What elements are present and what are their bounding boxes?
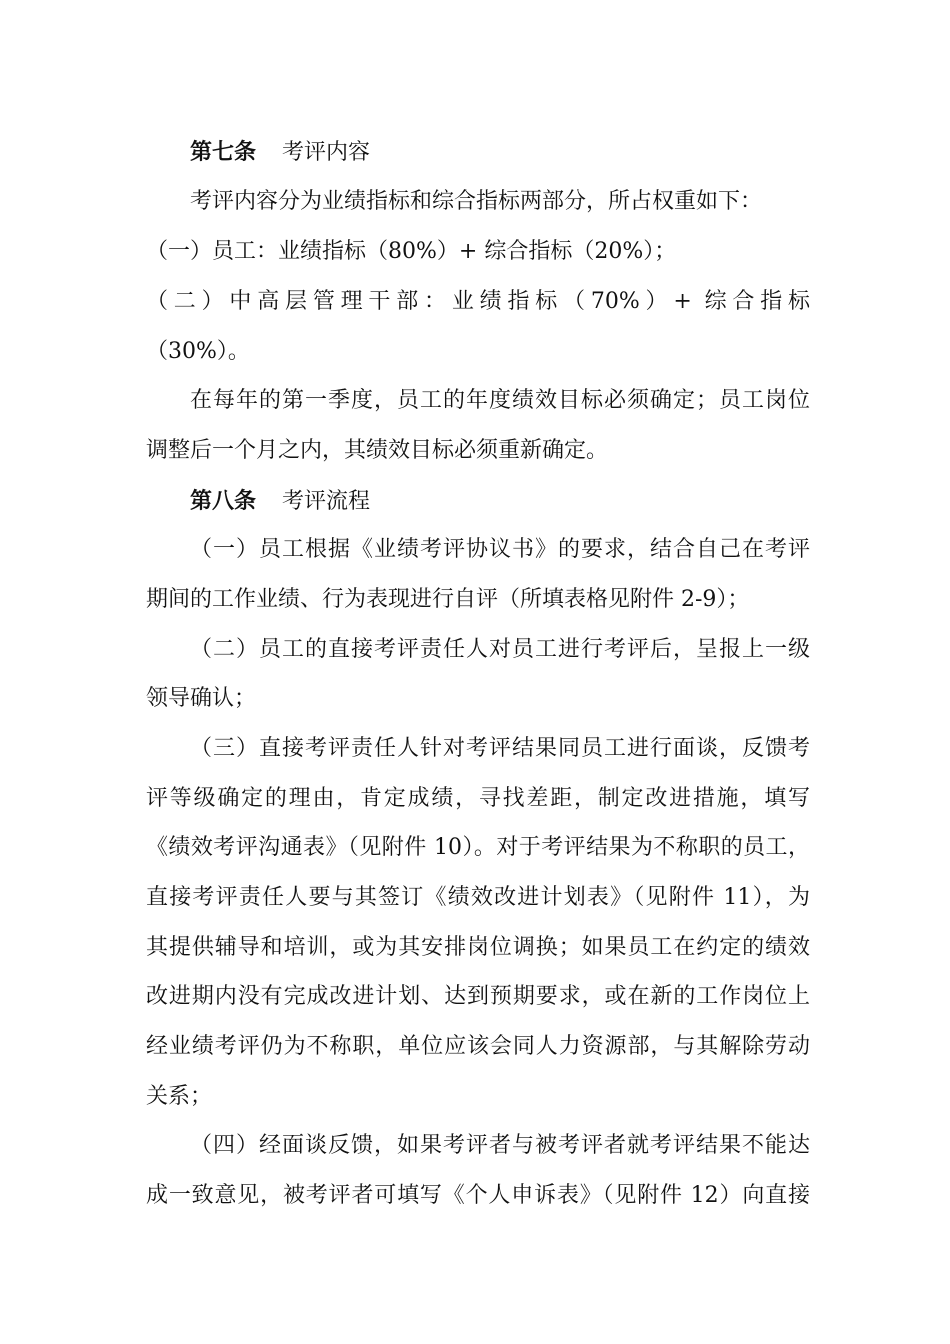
article-8-step-3-line-1: （三）直接考评责任人针对考评结果同员工进行面谈，反馈考 (190, 736, 810, 761)
article-7-intro: 考评内容分为业绩指标和综合指标两部分，所占权重如下： (190, 189, 763, 214)
article-7-heading (190, 137, 810, 168)
article-8-step-3-line-7: 经业绩考评仍为不称职，单位应该会同人力资源部，与其解除劳动 (146, 1034, 810, 1059)
article-8-number: 第八条 (190, 488, 257, 514)
article-8-step-1-line-2: 期间的工作业绩、行为表现进行自评（所填表格见附件 2-9）； (146, 587, 750, 612)
article-7-title: 考评内容 (282, 140, 371, 165)
article-8-step-1-line-1: （一）员工根据《业绩考评协议书》的要求，结合自己在考评 (190, 537, 810, 562)
article-7-item-2-line-1: （二）中高层管理干部：业绩指标（70%）+ 综合指标 (146, 289, 810, 314)
article-7-para-line-1: 在每年的第一季度，员工的年度绩效目标必须确定；员工岗位 (190, 388, 810, 413)
article-8-step-4-line-2: 成一致意见，被考评者可填写《个人申诉表》（见附件 12）向直接 (146, 1183, 810, 1208)
article-8-heading (190, 486, 810, 517)
article-7-number: 第七条 (190, 139, 257, 165)
article-7-item-2-line-2: （30%）。 (146, 339, 250, 364)
article-8-step-3-line-2: 评等级确定的理由，肯定成绩，寻找差距，制定改进措施，填写 (146, 786, 810, 811)
article-8-step-2-line-1: （二）员工的直接考评责任人对员工进行考评后，呈报上一级 (190, 637, 810, 662)
article-8-step-4-line-1: （四）经面谈反馈，如果考评者与被考评者就考评结果不能达 (190, 1133, 810, 1158)
article-8-step-3-line-3: 《绩效考评沟通表》（见附件 10）。对于考评结果为不称职的员工， (146, 835, 810, 860)
article-8-step-3-line-4: 直接考评责任人要与其签订《绩效改进计划表》（见附件 11），为 (146, 885, 810, 910)
article-8-title: 考评流程 (282, 489, 371, 514)
article-8-step-2-line-2: 领导确认； (146, 686, 257, 711)
article-7-para-line-2: 调整后一个月之内，其绩效目标必须重新确定。 (146, 438, 609, 463)
article-7-item-1: （一）员工：业绩指标（80%）+ 综合指标（20%）； (146, 239, 677, 264)
article-8-step-3-line-8: 关系； (146, 1084, 213, 1109)
article-8-step-3-line-6: 改进期内没有完成改进计划、达到预期要求，或在新的工作岗位上 (146, 984, 810, 1009)
article-8-step-3-line-5: 其提供辅导和培训，或为其安排岗位调换；如果员工在约定的绩效 (146, 935, 810, 960)
